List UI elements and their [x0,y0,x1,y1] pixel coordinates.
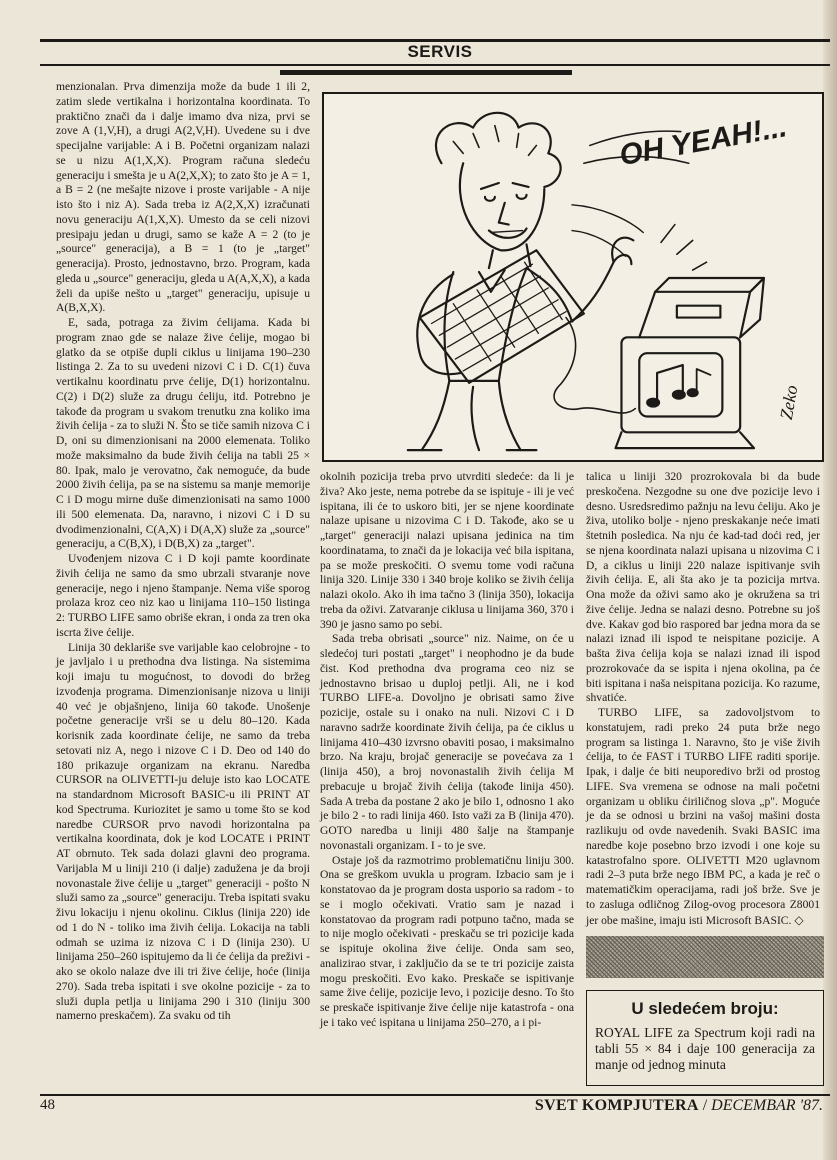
paragraph: Ostaje još da razmotrimo problematičnu liniju 300. Ona se greškom uvukla u program. Izbacio sam je i konstatovao da je program dosta usporio sa radom - to se i moglo očekivati. Vratio sam je nazad i konstatovao da program radi potpuno tačno, mada se to nije moglo očekivati - preskaču se tri pozicije kada se ispituje okolina žive ćelije. Onda sam seo, analizirao stvar, i zaključio da se te tri pozicije zaista mogu preskočiti. Evo kako. Preskače se ispitivanje same žive ćelije, pozicije levo, i pozicije desno. To što se preskače ispitivanje žive ćelije nije katastrofa - ona je i tako već ispitana u linijama 250–270, a i pi- [320,853,574,1029]
page-number: 48 [40,1097,55,1113]
header-rule-lower [40,64,830,66]
cartoon-illustration [322,92,824,462]
paragraph: okolnih pozicija treba prvo utvrditi sledeće: da li je živa? Ako jeste, nema potrebe da se ispituje - ili je već ispitana, ili će to uskoro biti, jer se njene koordinate nalaze upisane u nizovima C i D. Takođe, ako se u „target" generaciji nalazi upisana jedinica na tim koordinatama, to znači da je lokacija već bila ispitana, pa se može preskočiti. O svemu tome vodi računa linija 320. Linije 330 i 340 broje koliko se živih ćelija nalazi okolo. Ako ih ima tačno 3 (linija 350), lokacija treba da oživi. Zatvaranje ciklusa u linijama 360, 370 i 390 je jasno samo po sebi. [320,470,574,631]
footer-rule [40,1094,830,1096]
header-bar [280,70,572,75]
magazine-name: SVET KOMPJUTERA [534,1097,699,1114]
cartoon-drawing [324,94,822,460]
next-issue-title: U sledećem broju: [631,999,779,1018]
speech-text: OH YEAH!... [616,110,790,173]
paragraph: E, sada, potraga za živim ćelijama. Kada bi program znao gde se nalaze žive ćelije, mogao bi glatko da se otpiše dupli ciklus u linijama 190–230 listinga 2. Za to su uvedeni nizovi C i D. C(1) čuva vertikalnu koordinatu prve ćelije, D(1) horizontalnu. C(2) i D(2) služe za drugu ćeliju, itd. Potrebno je takođe da program u svakom trenutku zna koliko ima živih ćelija - za to služi N. Što se tiče samih nizova C i D, oni su dimenzionisani na 2000 elemenata. Toliko može maksimalno da bude živih ćelija na tabli 25 × 80. Ipak, malo je verovatno, čak nemoguće, da bude 2000 živih ćelija, pa se na sistemu sa manje memorije C i D mogu mirne duše dimenzionisati na samo 1000 ili 500 elemenata. Da, naravno, i nizovi C i D su dvodimenzionalni, C(A,X) i D(A,X) služe za „source" generaciju, a C(B,X), i D(B,X) za „target". [56,316,310,551]
decorative-hatch-box [586,936,824,978]
artist-signature: Zeko [775,383,802,422]
paragraph: Sada treba obrisati „source" niz. Naime, on će u sledećoj turi postati „target" i neophodno je da bude čist. Kod prethodna dva programa ceo niz se jednostavno brisao u duploj petlji. Ali, ne i kod TURBO LIFE-a. Dovoljno je obrisati samo žive pozicije, ostale su i onako na nuli. Nizovi C i D naravno sadrže koordinate živih ćelija, pa će ciklus u linijama 410–430 izvrsno obaviti posao, i maksimalno brzo. Na kraju, brojač generacije se povećava za 1 (linija 450), a broj novonastalih živih ćelija M prebacuje u brojač živih ćelija (takođe linija 450). Sada A treba da postane 2 ako je bilo 1, odnosno 1 ako je bilo 2 - to radi linija 460. Isto važi za B (linija 470). GOTO naredba u liniji 480 šalje na štampanje novonastali organizam. I - to je sve. [320,632,574,852]
footer-magazine-title [535,1097,823,1115]
paragraph-text: TURBO LIFE, sa zadovoljstvom to konstatujem, radi preko 24 puta brže nego program sa listinga 1. Naravno, što je više živih ćelija, to će FAST i TURBO LIFE raditi sporije. Ipak, i dalje će biti neuporedivo brži od prostog LIFE. Sva vremena se odnose na mali početni organizam u obliku ćiriličnog slova „p". Moguće je da se odnosi u brzini na vašoj mašini dosta razlikuju od ovde navedenih. Svaki BASIC ima naredbe koje posebno brzo izvodi i one koje su katastrofalno spore. OLIVETTI M20 uglavnom radi 2–3 puta brže nego IBM PC, a kada je reč o matematičkim operacijama, radi još brže. Sve je to zasluga odličnog Zilog-ovog procesora Z8001 jer obe mašine, imaju isti Microsoft BASIC. [586,706,820,927]
paragraph: menzionalan. Prva dimenzija može da bude 1 ili 2, zatim slede vertikalna i horizontalna koordinata. To praktično znači da i dalje imamo dva niza, prvi se zove A (1,V,H), a drugi A(2,V,H). Uvedene su i dve specijalne varijable: A i B. Početni organizam nalazi se u nizu A(1,X,X). Program računa sledeću generaciju i smešta je u A(2,X,X); to zato što je A = 1, a B = 2 (ne mešajte nizove i proste varijable - A nije isto što i niz A). Sada treba iz A(2,X,X) izračunati novu generaciju A(1,X,X). Umesto da se celi nizovi presipaju jedan u drugi, samo se kaže A = 2 (to je „source" generacija), a B = 1 (to je „target" generacija). Prosto, jednostavno, brzo. Program, kada gleda u „source" generaciju, gleda u A(A,X,X), a kada želi da upiše nešto u „target" generaciju, upisuje u A(B,X,X). [56,80,310,315]
cable [554,318,635,414]
arm-right [572,255,631,322]
hair-outline [436,113,561,187]
paragraph [586,706,820,928]
computer-box [639,292,750,338]
footer-separator: / [698,1097,712,1114]
page-edge [823,0,837,1160]
next-issue-box [586,990,824,1086]
article-column-middle [320,470,574,1031]
end-mark-icon: ◇ [794,912,804,927]
section-label: SERVIS [407,42,473,61]
paragraph: Linija 30 deklariše sve varijable kao celobrojne - to je javljalo i u prethodna dva listinga. Na sistemima koji imaju tu mogućnost, to dovodi do bržeg izvođenja programa. Dimenzionisanje nizova u liniji 40 već je objašnjeno, linija 60 takođe. Unošenje početne generacije vrši se u delu 80–120. Kada korisnik zada koordinate ćelije, ne samo da treba setovati niz A, nego i nizove C i D. Deo od 140 do 180 prikazuje organizam na ekranu. Naredba CURSOR na OLIVETTI-ju deluje isto kao LOCATE na standardnom Microsoft BASIC-u ili PRINT AT kod Spectruma. Kuriozitet je samo u tome što se kod naredbe CURSOR prvo navodi horizontalna pa vertikalna koordinata, dok je kod LOCATE i PRINT AT obrnuto. Tek sada dolazi glavni deo programa. Varijabla M u liniji 210 (i dalje) zadužena je da broji novonastale žive ćelije u „target" generaciji - pošto N služi samo za „source" generaciju. Treba ispitati svaku živu lokaciju i njenu okolinu. Ciklus (linija 220) ide od 1 do N - toliko ima živih ćelija. Lokacija na tabli odmah se uzima iz nizova C i D (linija 230). U linijama 250–260 ispitujemo da li će ćelija da preživi - ako se okolo nalaze dve ili tri žive ćelije, hoće (linija 270). Sada treba ispitati i sve okolne pozicije - za to služi dupla petlja u linijama 290 i 310 (liniju 300 namerno preskačem). Za svaku od tih [56,640,310,1023]
issue-date: DECEMBAR '87. [711,1097,823,1114]
paragraph: talica u liniji 320 prozrokovala bi da bude preskočena. Nezgodne su one dve pozicije levo i desno. Usredsredimo pažnju na levu ćeliju. Ako je živa, utoliko bolje - njeno preskakanje neće imati štetnih posledica. Na nju će kad-tad doći red, jer se njena koordinata nalazi upisana u nizovima C i D, a ciklus u liniji 220 nalaze ispitivanje svih živih ćelija. E, ali šta ako je ta pozicija mrtva. Ona može da oživi samo ako je okružena sa tri žive ćelije. Jedna se nalazi desno. Potrebne su još dve. Kakav god bio raspored bar jedna mora da se nalazi iznad ili ispod te neispitane pozicije. A bašta živa ćelija koja se nalazi iznad ili ispod prozrokovaće da se ispita i njena okolina, pa će biti ispitana i naša neispitana pozicija. Ko razume, shvatiće. [586,470,820,705]
next-issue-text: ROYAL LIFE za Spectrum koji radi na tabli 55 × 84 i daje 100 generacija za manje od jednog minuta [595,1025,815,1072]
article-column-right [586,470,820,928]
body-outline [444,268,572,381]
article-column-left [56,80,310,1024]
paragraph: Uvođenjem nizova C i D koji pamte koordinate živih ćelija ne samo da smo ubrzali stvaranje nove generacije, nego i njeno štampanje. Nema više sporog prolaza kroz ceo niz kao u linijama 110–150 listinga 2: TURBO LIFE samo obriše ekran, i onda za tren oka iscrta žive ćelije. [56,552,310,639]
